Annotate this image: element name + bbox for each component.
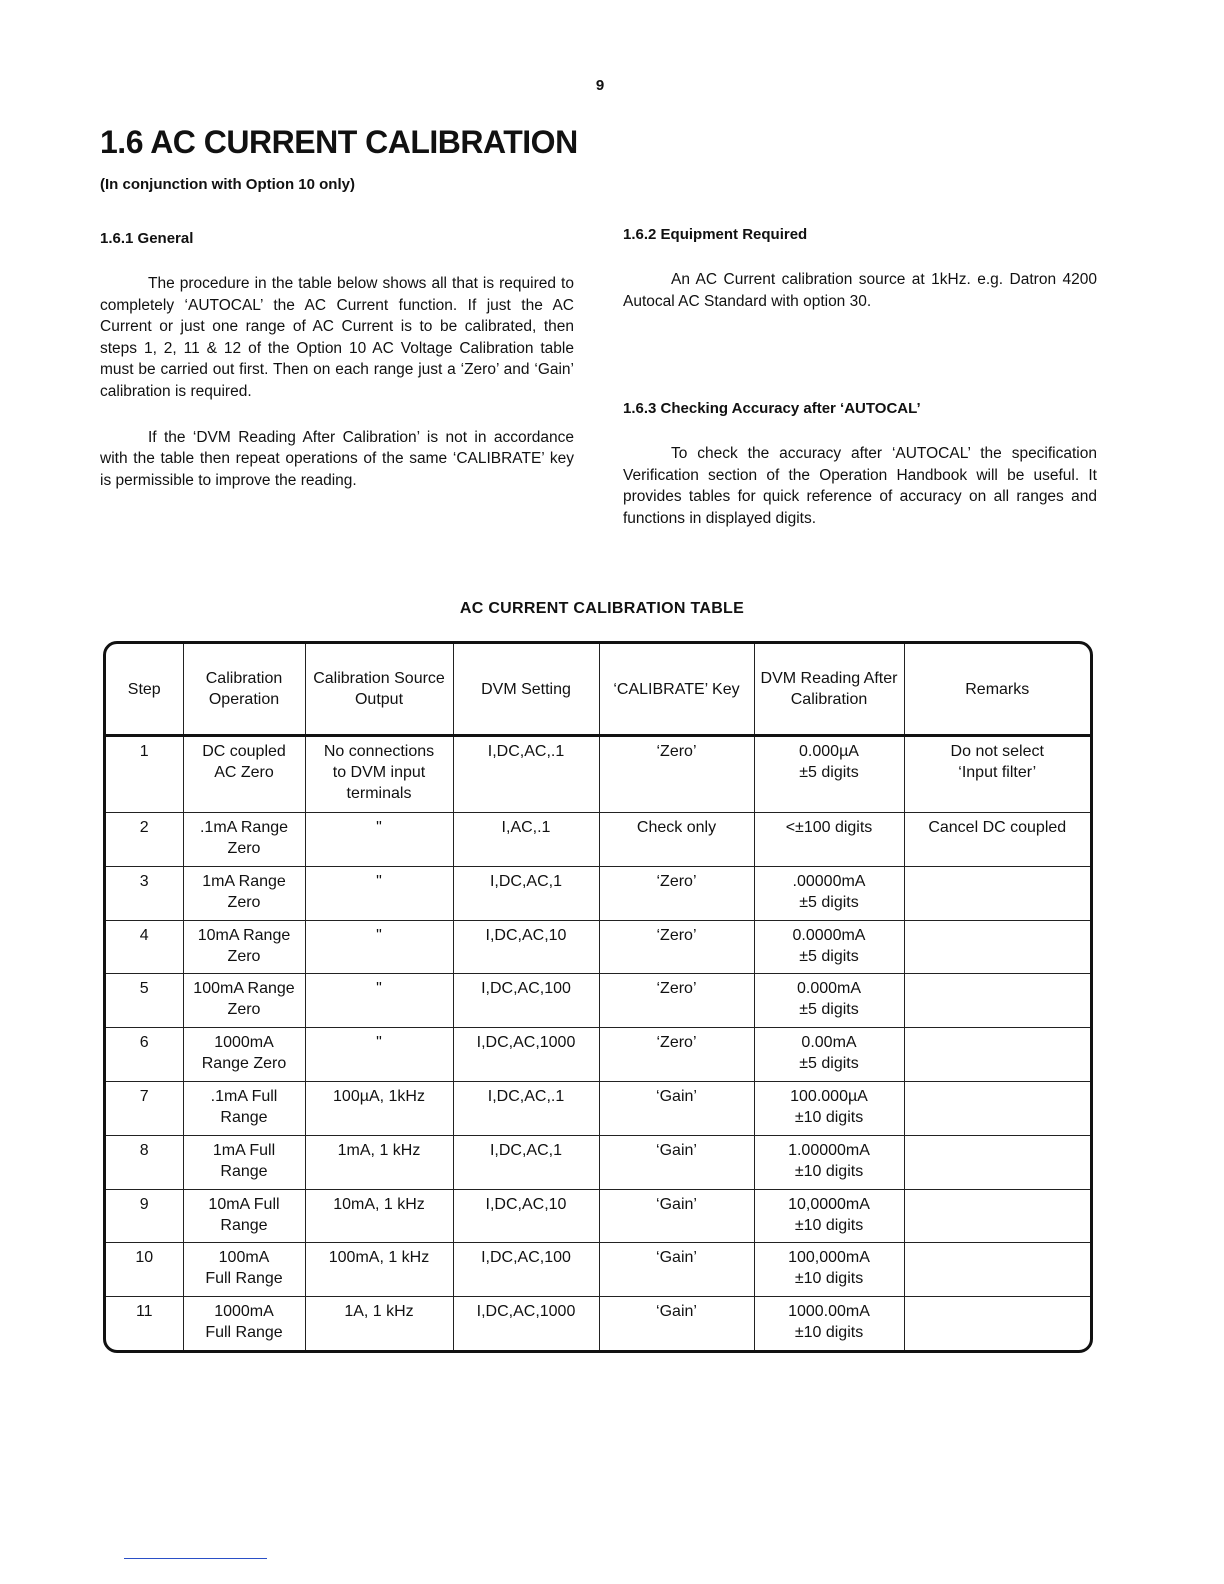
cell-step: 3 xyxy=(106,866,183,920)
cell-dvm-setting: I,DC,AC,10 xyxy=(453,1189,599,1243)
cell-dvm-setting: I,DC,AC,10 xyxy=(453,920,599,974)
cell-step: 9 xyxy=(106,1189,183,1243)
table-row xyxy=(106,736,1090,813)
header-dvm-reading: DVM Reading After Calibration xyxy=(754,644,904,736)
table-caption: AC CURRENT CALIBRATION TABLE xyxy=(459,600,745,617)
cell-source: " xyxy=(305,866,453,920)
header-dvm-setting: DVM Setting xyxy=(453,644,599,736)
cell-operation: 1mA Full Range xyxy=(183,1135,305,1189)
cell-calibrate-key: ‘Gain’ xyxy=(599,1135,754,1189)
general-section xyxy=(100,230,574,491)
footer-rule xyxy=(124,1558,267,1559)
cell-operation: DC coupled AC Zero xyxy=(183,736,305,813)
cell-dvm-reading: <±100 digits xyxy=(754,813,904,867)
cell-dvm-setting: I,DC,AC,.1 xyxy=(453,736,599,813)
cell-calibrate-key: ‘Gain’ xyxy=(599,1189,754,1243)
cell-calibrate-key: ‘Gain’ xyxy=(599,1243,754,1297)
cell-dvm-setting: I,DC,AC,.1 xyxy=(453,1081,599,1135)
general-heading: 1.6.1 General xyxy=(100,230,194,247)
cell-dvm-reading: 1.00000mA ±10 digits xyxy=(754,1135,904,1189)
cell-remarks: Do not select ‘Input filter’ xyxy=(904,736,1090,813)
table-row xyxy=(106,866,1090,920)
cell-step: 5 xyxy=(106,974,183,1028)
cell-source: 1mA, 1 kHz xyxy=(305,1135,453,1189)
cell-source: " xyxy=(305,920,453,974)
cell-source: 100µA, 1kHz xyxy=(305,1081,453,1135)
table-row xyxy=(106,1135,1090,1189)
general-paragraph-1: The procedure in the table below shows all that is required to completely ‘AUTOCAL’ the AC Current function. If just the AC Current or just one range of AC Current is to be calibrated, then steps 1, 2, 11 & 12 of the Option 10 AC Voltage Calibration table must be carried out first. Then on each range just a ‘Zero’ and ‘Gain’ calibration is required. xyxy=(100,275,574,400)
cell-dvm-setting: I,DC,AC,1000 xyxy=(453,1028,599,1082)
cell-dvm-reading: .00000mA ±5 digits xyxy=(754,866,904,920)
cell-operation: 1000mA Range Zero xyxy=(183,1028,305,1082)
header-remarks: Remarks xyxy=(904,644,1090,736)
cell-remarks xyxy=(904,1081,1090,1135)
header-step: Step xyxy=(106,644,183,736)
cell-dvm-setting: I,DC,AC,100 xyxy=(453,1243,599,1297)
cell-source: 100mA, 1 kHz xyxy=(305,1243,453,1297)
table-row xyxy=(106,1028,1090,1082)
cell-remarks xyxy=(904,1189,1090,1243)
cell-operation: 1mA Range Zero xyxy=(183,866,305,920)
cell-operation: 10mA Range Zero xyxy=(183,920,305,974)
cell-step: 7 xyxy=(106,1081,183,1135)
page-subtitle: (In conjunction with Option 10 only) xyxy=(100,176,355,193)
cell-remarks xyxy=(904,1028,1090,1082)
equipment-heading: 1.6.2 Equipment Required xyxy=(623,226,808,243)
cell-remarks xyxy=(904,1297,1090,1350)
cell-calibrate-key: ‘Gain’ xyxy=(599,1081,754,1135)
cell-calibrate-key: ‘Zero’ xyxy=(599,920,754,974)
cell-step: 8 xyxy=(106,1135,183,1189)
cell-operation: .1mA Range Zero xyxy=(183,813,305,867)
cell-calibrate-key: Check only xyxy=(599,813,754,867)
cell-remarks xyxy=(904,866,1090,920)
cell-remarks: Cancel DC coupled xyxy=(904,813,1090,867)
cell-remarks xyxy=(904,974,1090,1028)
cell-dvm-reading: 0.0000mA ±5 digits xyxy=(754,920,904,974)
cell-operation: 100mA Full Range xyxy=(183,1243,305,1297)
header-source: Calibration Source Output xyxy=(305,644,453,736)
cell-dvm-reading: 1000.00mA ±10 digits xyxy=(754,1297,904,1350)
cell-calibrate-key: ‘Zero’ xyxy=(599,736,754,813)
header-calibrate-key: ‘CALIBRATE’ Key xyxy=(599,644,754,736)
cell-step: 1 xyxy=(106,736,183,813)
cell-calibrate-key: ‘Zero’ xyxy=(599,974,754,1028)
cell-operation: 10mA Full Range xyxy=(183,1189,305,1243)
table-row xyxy=(106,1243,1090,1297)
cell-dvm-setting: I,DC,AC,100 xyxy=(453,974,599,1028)
cell-dvm-setting: I,DC,AC,1 xyxy=(453,1135,599,1189)
cell-remarks xyxy=(904,920,1090,974)
cell-calibrate-key: ‘Zero’ xyxy=(599,866,754,920)
cell-dvm-reading: 0.000mA ±5 digits xyxy=(754,974,904,1028)
cell-operation: 100mA Range Zero xyxy=(183,974,305,1028)
equipment-paragraph: An AC Current calibration source at 1kHz. e.g. Datron 4200 Autocal AC Standard with option 30. xyxy=(623,271,1097,310)
cell-dvm-reading: 0.000µA ±5 digits xyxy=(754,736,904,813)
cell-source: " xyxy=(305,813,453,867)
cell-source: " xyxy=(305,974,453,1028)
checking-heading: 1.6.3 Checking Accuracy after ‘AUTOCAL’ xyxy=(623,400,921,418)
cell-dvm-reading: 10,0000mA ±10 digits xyxy=(754,1189,904,1243)
cell-remarks xyxy=(904,1243,1090,1297)
page-title: 1.6 AC CURRENT CALIBRATION xyxy=(100,124,578,160)
table-row xyxy=(106,1189,1090,1243)
table-row xyxy=(106,920,1090,974)
cell-calibrate-key: ‘Zero’ xyxy=(599,1028,754,1082)
table-row xyxy=(106,974,1090,1028)
cell-step: 2 xyxy=(106,813,183,867)
cell-dvm-reading: 100.000µA ±10 digits xyxy=(754,1081,904,1135)
cell-source: 10mA, 1 kHz xyxy=(305,1189,453,1243)
header-operation: Calibration Operation xyxy=(183,644,305,736)
table-row xyxy=(106,813,1090,867)
cell-step: 6 xyxy=(106,1028,183,1082)
cell-remarks xyxy=(904,1135,1090,1189)
cell-source: " xyxy=(305,1028,453,1082)
general-paragraph-2: If the ‘DVM Reading After Calibration’ is not in accordance with the table then repeat operations of the same ‘CALIBRATE’ key is permissible to improve the reading. xyxy=(100,428,574,489)
cell-dvm-reading: 0.00mA ±5 digits xyxy=(754,1028,904,1082)
cell-operation: .1mA Full Range xyxy=(183,1081,305,1135)
cell-source: No connections to DVM input terminals xyxy=(305,736,453,813)
checking-paragraph: To check the accuracy after ‘AUTOCAL’ the specification Verification section of the Operation Handbook will be useful. It provides tables for quick reference of accuracy on all ranges and functions in displayed digits. xyxy=(623,445,1097,527)
cell-source: 1A, 1 kHz xyxy=(305,1297,453,1350)
cell-step: 11 xyxy=(106,1297,183,1350)
cell-step: 10 xyxy=(106,1243,183,1297)
cell-dvm-setting: I,DC,AC,1 xyxy=(453,866,599,920)
calibration-table xyxy=(103,641,1093,1353)
cell-dvm-setting: I,AC,.1 xyxy=(453,813,599,867)
right-column xyxy=(623,226,1097,530)
cell-dvm-reading: 100,000mA ±10 digits xyxy=(754,1243,904,1297)
table-header-row xyxy=(106,644,1090,736)
table-row xyxy=(106,1297,1090,1350)
cell-calibrate-key: ‘Gain’ xyxy=(599,1297,754,1350)
cell-dvm-setting: I,DC,AC,1000 xyxy=(453,1297,599,1350)
page-number: 9 xyxy=(595,77,605,94)
table-row xyxy=(106,1081,1090,1135)
cell-step: 4 xyxy=(106,920,183,974)
cell-operation: 1000mA Full Range xyxy=(183,1297,305,1350)
